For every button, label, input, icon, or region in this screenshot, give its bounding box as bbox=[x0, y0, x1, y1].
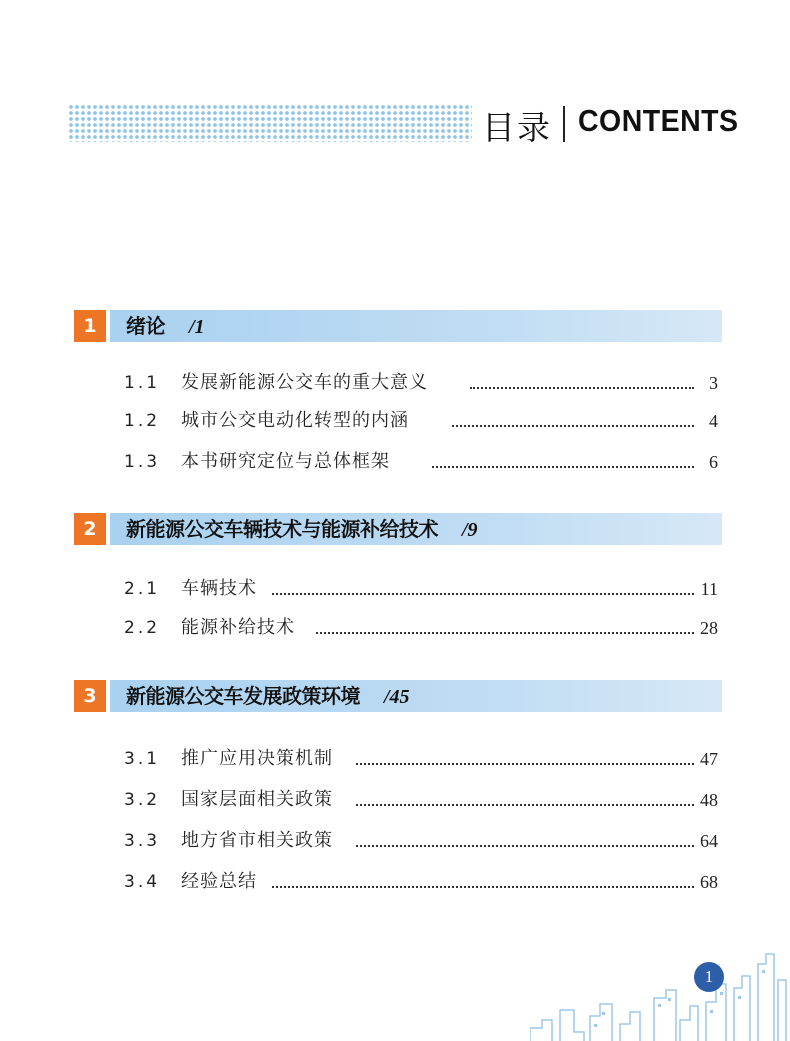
toc-entry[interactable] bbox=[0, 448, 790, 476]
entry-page: 11 bbox=[700, 579, 718, 599]
page-number-badge: 1 bbox=[694, 962, 724, 992]
entry-title: 本书研究定位与总体框架 bbox=[181, 448, 396, 476]
chapter-title: 新能源公交车辆技术与能源补给技术 bbox=[126, 517, 438, 541]
chapter-heading[interactable] bbox=[126, 310, 205, 342]
entry-page: 48 bbox=[700, 790, 718, 810]
entry-page: 3 bbox=[709, 373, 718, 393]
toc-entry[interactable] bbox=[0, 868, 790, 896]
entry-title: 经验总结 bbox=[181, 868, 263, 896]
toc-header bbox=[0, 0, 790, 170]
chapter-heading[interactable] bbox=[126, 513, 478, 545]
entry-number: 3.1 bbox=[124, 749, 161, 769]
chapter-title: 绪论 bbox=[126, 314, 165, 338]
chapter-title: 新能源公交车发展政策环境 bbox=[126, 684, 360, 708]
toc-entry[interactable] bbox=[0, 786, 790, 814]
entry-number: 3.3 bbox=[124, 831, 161, 851]
chapter-page: /1 bbox=[189, 316, 205, 338]
dot-leader bbox=[356, 804, 694, 806]
dot-pattern-decoration bbox=[68, 104, 472, 142]
chapter-page: /9 bbox=[462, 519, 478, 541]
entry-title: 地方省市相关政策 bbox=[181, 827, 339, 855]
entry-title: 发展新能源公交车的重大意义 bbox=[181, 369, 434, 397]
entry-number: 3.4 bbox=[124, 872, 161, 892]
chapter-page: /45 bbox=[384, 686, 410, 708]
entry-title: 车辆技术 bbox=[181, 575, 263, 603]
entry-number: 1.3 bbox=[124, 452, 161, 472]
toc-entry[interactable] bbox=[0, 369, 790, 397]
toc-entry[interactable] bbox=[0, 827, 790, 855]
entry-number: 2.2 bbox=[124, 618, 161, 638]
chapter-number: 2 bbox=[74, 513, 106, 545]
entry-title: 城市公交电动化转型的内涵 bbox=[181, 407, 415, 435]
entry-title: 国家层面相关政策 bbox=[181, 786, 339, 814]
entry-number: 1.2 bbox=[124, 411, 161, 431]
dot-leader bbox=[432, 466, 694, 468]
entry-title: 推广应用决策机制 bbox=[181, 745, 339, 773]
entry-number: 2.1 bbox=[124, 579, 161, 599]
chapter-heading[interactable] bbox=[126, 680, 410, 712]
entry-page: 4 bbox=[709, 411, 718, 431]
entry-page: 68 bbox=[700, 872, 718, 892]
toc-entry[interactable] bbox=[0, 614, 790, 642]
dot-leader bbox=[316, 632, 694, 634]
dot-leader bbox=[356, 763, 694, 765]
dot-leader bbox=[452, 425, 694, 427]
chapter-number: 3 bbox=[74, 680, 106, 712]
entry-page: 47 bbox=[700, 749, 718, 769]
entry-page: 28 bbox=[700, 618, 718, 638]
toc-entry[interactable] bbox=[0, 575, 790, 603]
toc-entry[interactable] bbox=[0, 407, 790, 435]
dot-leader bbox=[272, 593, 694, 595]
title-separator bbox=[563, 106, 565, 142]
entry-page: 6 bbox=[709, 452, 718, 472]
entry-number: 3.2 bbox=[124, 790, 161, 810]
chapter-number: 1 bbox=[74, 310, 106, 342]
toc-entry[interactable] bbox=[0, 745, 790, 773]
entry-page: 64 bbox=[700, 831, 718, 851]
city-skyline-decoration bbox=[530, 940, 790, 1041]
dot-leader bbox=[356, 845, 694, 847]
title-chinese: 目录 bbox=[482, 108, 552, 147]
entry-number: 1.1 bbox=[124, 373, 161, 393]
title-english: CONTENTS bbox=[578, 103, 739, 138]
dot-leader bbox=[272, 886, 694, 888]
entry-title: 能源补给技术 bbox=[181, 614, 301, 642]
dot-leader bbox=[470, 387, 694, 389]
